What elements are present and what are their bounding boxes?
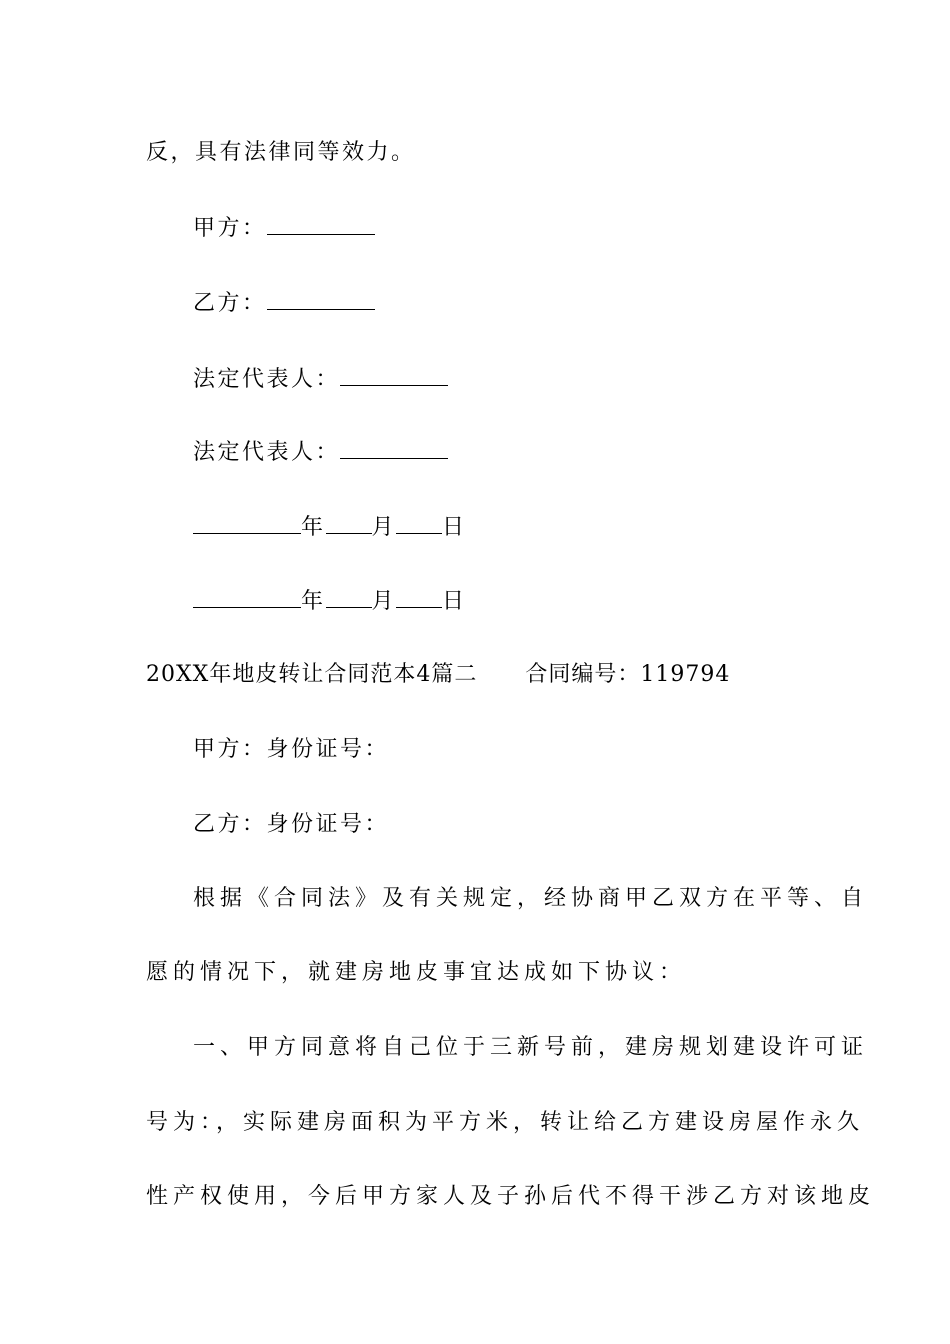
paragraph-line: 根据《合同法》及有关规定，经协商甲乙双方在平等、自 (193, 886, 869, 911)
date-line-b (193, 585, 467, 617)
contract-heading-line (146, 660, 730, 690)
month-label: 月 (371, 589, 397, 614)
party-a-label: 甲方： (193, 216, 267, 241)
month-label: 月 (371, 515, 397, 540)
party-b-id-line: 乙方：身份证号： (193, 812, 390, 837)
day-blank (396, 511, 442, 534)
day-blank (396, 585, 442, 608)
party-a-id-line: 甲方：身份证号： (193, 737, 390, 762)
year-blank (193, 511, 301, 534)
contract-title: 20XX年地皮转让合同范本4篇二 (146, 662, 478, 687)
paragraph-line: 性产权使用，今后甲方家人及子孙后代不得干涉乙方对该地皮 (146, 1184, 876, 1209)
day-label: 日 (442, 515, 467, 540)
legal-rep-label: 法定代表人： (193, 440, 341, 465)
contract-number: 合同编号：119794 (525, 662, 731, 687)
legal-rep-label: 法定代表人： (193, 367, 341, 392)
party-b-signature-line (193, 287, 375, 319)
party-a-signature-line (193, 212, 375, 244)
date-line-a (193, 511, 467, 543)
month-blank (326, 585, 372, 608)
party-b-label: 乙方： (193, 291, 267, 316)
year-label: 年 (301, 515, 326, 540)
year-label: 年 (301, 589, 326, 614)
paragraph-line: 号为：，实际建房面积为平方米，转让给乙方建设房屋作永久 (146, 1110, 865, 1135)
signature-blank (340, 363, 448, 386)
legal-rep-a-line (193, 363, 448, 395)
month-blank (326, 511, 372, 534)
text-line: 反，具有法律同等效力。 (146, 140, 416, 165)
signature-blank (340, 436, 448, 459)
paragraph-line: 一、甲方同意将自己位于三新号前，建房规划建设许可证 (193, 1035, 869, 1060)
signature-blank (267, 287, 375, 310)
legal-rep-b-line (193, 436, 448, 468)
year-blank (193, 585, 301, 608)
signature-blank (267, 212, 375, 235)
day-label: 日 (442, 589, 467, 614)
paragraph-line: 愿的情况下，就建房地皮事宜达成如下协议： (146, 960, 687, 985)
